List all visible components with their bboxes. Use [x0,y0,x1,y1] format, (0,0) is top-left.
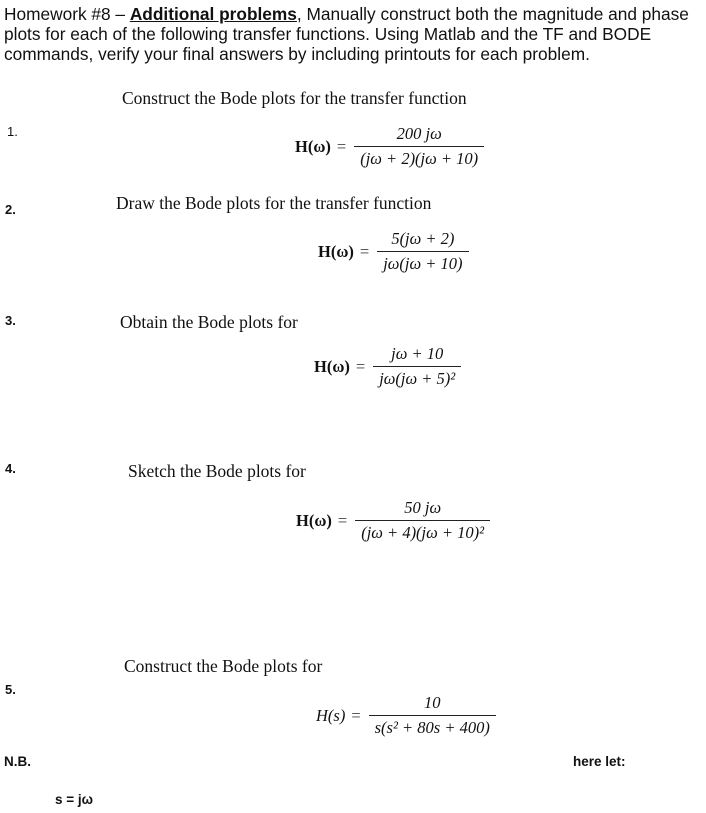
problem-4-fraction [355,498,490,543]
problem-1-equals: = [336,136,347,156]
problem-4-lhs: H(ω) [296,510,332,530]
problem-5-number: 5. [5,682,16,697]
problem-2-statement: Draw the Bode plots for the transfer function [116,193,432,213]
problem-5-equation [316,693,496,738]
problem-3-fraction [373,344,461,389]
problem-5-lhs: H(s) [316,705,346,725]
problem-5-numerator: 10 [424,693,441,712]
problem-1-statement: Construct the Bode plots for the transfer function [122,88,467,108]
problem-3-numerator: jω + 10 [391,344,444,363]
problem-3-equation [314,344,461,389]
problem-3-equals: = [355,356,366,376]
problem-2-equals: = [359,241,370,261]
problem-1-denominator: (jω + 2)(jω + 10) [360,149,479,168]
problem-2-numerator: 5(jω + 2) [391,229,455,248]
problem-2-denominator: jω(jω + 10) [383,254,463,273]
assignment-intro [4,4,704,64]
problem-1-equation [295,124,484,169]
problem-4-number: 4. [5,461,16,476]
problem-2-equation [318,229,469,274]
problem-5-statement: Construct the Bode plots for [124,656,323,676]
problem-2-fraction [377,229,468,274]
problem-4-equation [296,498,490,543]
nb-label: N.B. [4,754,31,769]
problem-5-equals: = [351,705,361,725]
intro-prefix: Homework #8 – [4,4,130,24]
problem-2-number: 2. [5,202,16,217]
problem-3-number: 3. [5,313,16,328]
problem-1-numerator: 200 jω [396,124,442,143]
problem-3-statement: Obtain the Bode plots for [120,312,298,332]
problem-5-fraction [369,693,496,738]
problem-2-lhs: H(ω) [318,241,354,261]
problem-4-numerator: 50 jω [404,498,442,517]
problem-5-denominator: s(s² + 80s + 400) [374,718,490,737]
problem-1-lhs: H(ω) [295,136,331,156]
intro-body: , Manually construct both the magnitude and phase plots for each of the following transfer functions. Using Matlab and the TF and BODE commands, verify your final answers by including printouts for each problem. [4,4,689,64]
problem-4-denominator: (jω + 4)(jω + 10)² [361,523,485,542]
problem-1-fraction [354,124,484,169]
problem-4-equals: = [337,510,348,530]
here-let-label: here let: [573,754,626,769]
substitution-note: s = jω [55,792,94,807]
problem-3-denominator: jω(jω + 5)² [379,369,456,388]
intro-highlight: Additional problems [129,4,297,24]
problem-4-statement: Sketch the Bode plots for [128,461,306,481]
problem-3-lhs: H(ω) [314,356,350,376]
problem-1-number: 1. [7,124,18,139]
